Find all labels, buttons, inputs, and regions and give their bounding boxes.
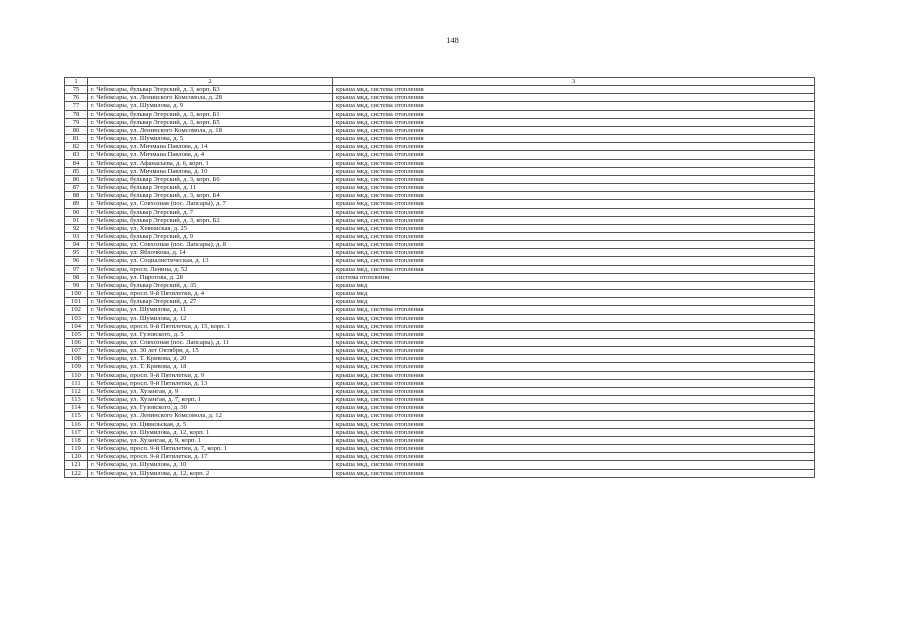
table-row [65,208,815,216]
table-row [65,232,815,240]
table-row [65,396,815,404]
row-works: крыша мкд, система отопления [333,151,815,159]
row-address: г. Чебоксары, ул. Мичмана Павлова, д. 4 [88,151,333,159]
row-works: крыша мкд, система отопления [333,232,815,240]
row-works: крыша мкд, система отопления [333,306,815,314]
table-row [65,200,815,208]
row-works: крыша мкд, система отопления [333,143,815,151]
row-number: 112 [65,387,88,395]
row-number: 76 [65,94,88,102]
row-address: г. Чебоксары, ул. Т. Кривова, д. 18 [88,363,333,371]
row-address: г. Чебоксары, ул. Хузангая, д. 7, корп. 1 [88,396,333,404]
row-works: крыша мкд [333,290,815,298]
row-address: г. Чебоксары, ул. Гузовского, д. 30 [88,404,333,412]
table-row [65,216,815,224]
table-row [65,339,815,347]
row-works: крыша мкд, система отопления [333,445,815,453]
table-row [65,363,815,371]
table-row [65,102,815,110]
table-row [65,118,815,126]
row-address: г. Чебоксары, просп. 9-й Пятилетки, д. 7, корп. 1 [88,445,333,453]
row-works: крыша мкд, система отопления [333,135,815,143]
row-address: г. Чебоксары, ул. Шумилова, д. 11 [88,306,333,314]
column-header-number: 1 [65,78,88,86]
page-number: 148 [446,35,459,45]
row-address: г. Чебоксары, просп. Ленина, д. 52 [88,265,333,273]
row-address: г. Чебоксары, бульвар Эгерский, д. 3, корп. Б1 [88,110,333,118]
row-address: г. Чебоксары, просп. 9-й Пятилетки, д. 13 [88,379,333,387]
row-address: г. Чебоксары, бульвар Эгерский, д. 3, корп. Б4 [88,192,333,200]
table-row [65,126,815,134]
row-address: г. Чебоксары, ул. Ленинского Комсомола, д. 18 [88,126,333,134]
table-header-row [65,78,815,86]
table-row [65,347,815,355]
row-works: крыша мкд [333,281,815,289]
row-address: г. Чебоксары, ул. Шумилова, д. 10 [88,461,333,469]
column-header-address: 2 [88,78,333,86]
row-address: г. Чебоксары, ул. Яблочкова, д. 14 [88,249,333,257]
row-number: 99 [65,281,88,289]
table-row [65,420,815,428]
table-row [65,143,815,151]
row-address: г. Чебоксары, ул. 30 лет Октября, д. 15 [88,347,333,355]
row-number: 75 [65,86,88,94]
table-row [65,461,815,469]
row-address: г. Чебоксары, ул. Хевешская, д. 25 [88,224,333,232]
row-address: г. Чебоксары, бульвар Эгерский, д. 7 [88,208,333,216]
table-row [65,151,815,159]
row-address: г. Чебоксары, бульвар Эгерский, д. 35 [88,281,333,289]
row-works: крыша мкд, система отопления [333,265,815,273]
table-row [65,428,815,436]
table-row [65,86,815,94]
row-address: г. Чебоксары, бульвар Эгерский, д. 3, корп. Б5 [88,118,333,126]
row-number: 94 [65,241,88,249]
table-row [65,281,815,289]
row-works: крыша мкд, система отопления [333,200,815,208]
row-address: г. Чебоксары, ул. Мичмана Павлова, д. 10 [88,167,333,175]
row-works: крыша мкд, система отопления [333,208,815,216]
table-row [65,94,815,102]
row-works: крыша мкд, система отопления [333,355,815,363]
table-row [65,322,815,330]
row-number: 101 [65,298,88,306]
table-row [65,404,815,412]
row-address: г. Чебоксары, ул. Афанасьева, д. 6, корп. 1 [88,159,333,167]
row-works: крыша мкд, система отопления [333,379,815,387]
row-address: г. Чебоксары, ул. Шумилова, д. 12, корп. 1 [88,428,333,436]
table-row [65,249,815,257]
table-row [65,355,815,363]
table-row [65,175,815,183]
row-works: крыша мкд, система отопления [333,461,815,469]
table-row [65,241,815,249]
row-address: г. Чебоксары, ул. Шумилова, д. 12 [88,314,333,322]
table-row [65,224,815,232]
row-address: г. Чебоксары, ул. Пирогова, д. 28 [88,273,333,281]
row-address: г. Чебоксары, ул. Хузангая, д. 9, корп. 1 [88,436,333,444]
row-works: крыша мкд [333,298,815,306]
row-address: г. Чебоксары, ул. Совхозная (пос. Лапсары), д. 11 [88,339,333,347]
table-row [65,445,815,453]
row-number: 103 [65,314,88,322]
row-works: крыша мкд, система отопления [333,110,815,118]
row-number: 114 [65,404,88,412]
row-address: г. Чебоксары, просп. 9-й Пятилетки, д. 17 [88,453,333,461]
row-works: крыша мкд, система отопления [333,347,815,355]
row-number: 122 [65,469,88,477]
row-address: г. Чебоксары, ул. Совхозная (пос. Лапсары), д. 7 [88,200,333,208]
table-row [65,110,815,118]
row-number: 96 [65,257,88,265]
row-number: 111 [65,379,88,387]
row-number: 119 [65,445,88,453]
row-number: 86 [65,175,88,183]
row-works: крыша мкд, система отопления [333,159,815,167]
row-address: г. Чебоксары, ул. Цивильская, д. 5 [88,420,333,428]
row-address: г. Чебоксары, просп. 9-й Пятилетки, д. 4 [88,290,333,298]
row-number: 115 [65,412,88,420]
row-number: 104 [65,322,88,330]
row-address: г. Чебоксары, бульвар Эгерский, д. 3, корп. Б6 [88,175,333,183]
table-row [65,290,815,298]
row-address: г. Чебоксары, бульвар Эгерский, д. 3, корп. Б2 [88,216,333,224]
row-works: крыша мкд, система отопления [333,404,815,412]
row-number: 121 [65,461,88,469]
row-number: 91 [65,216,88,224]
row-number: 87 [65,184,88,192]
row-address: г. Чебоксары, бульвар Эгерский, д. 27 [88,298,333,306]
table-row [65,314,815,322]
table-row [65,135,815,143]
row-works: крыша мкд, система отопления [333,257,815,265]
row-address: г. Чебоксары, ул. Шумилова, д. 5 [88,135,333,143]
row-number: 77 [65,102,88,110]
row-address: г. Чебоксары, ул. Мичмана Павлова, д. 14 [88,143,333,151]
row-number: 100 [65,290,88,298]
row-number: 89 [65,200,88,208]
row-works: крыша мкд, система отопления [333,86,815,94]
row-number: 98 [65,273,88,281]
row-number: 97 [65,265,88,273]
row-works: крыша мкд, система отопления [333,192,815,200]
row-number: 105 [65,330,88,338]
row-number: 79 [65,118,88,126]
table-row [65,379,815,387]
table-row [65,257,815,265]
table-row [65,412,815,420]
row-works: крыша мкд, система отопления [333,126,815,134]
row-address: г. Чебоксары, ул. Шумилова, д. 12, корп. 2 [88,469,333,477]
row-works: крыша мкд, система отопления [333,241,815,249]
table-row [65,167,815,175]
table-row [65,453,815,461]
table-row [65,469,815,477]
row-works: крыша мкд, система отопления [333,102,815,110]
row-works: крыша мкд, система отопления [333,118,815,126]
row-number: 118 [65,436,88,444]
row-address: г. Чебоксары, просп. 9-й Пятилетки, д. 15, корп. 1 [88,322,333,330]
row-works: крыша мкд, система отопления [333,167,815,175]
row-works: крыша мкд, система отопления [333,184,815,192]
row-works: крыша мкд, система отопления [333,387,815,395]
row-address: г. Чебоксары, ул. Т. Кривова, д. 20 [88,355,333,363]
row-works: крыша мкд, система отопления [333,363,815,371]
row-number: 116 [65,420,88,428]
row-works: крыша мкд, система отопления [333,224,815,232]
column-header-works: 3 [333,78,815,86]
row-number: 108 [65,355,88,363]
row-works: крыша мкд, система отопления [333,249,815,257]
row-number: 109 [65,363,88,371]
row-works: крыша мкд, система отопления [333,371,815,379]
row-number: 113 [65,396,88,404]
row-number: 110 [65,371,88,379]
table-row [65,306,815,314]
row-works: крыша мкд, система отопления [333,216,815,224]
row-works: крыша мкд, система отопления [333,396,815,404]
row-works: крыша мкд, система отопления [333,330,815,338]
row-works: крыша мкд, система отопления [333,94,815,102]
registry-table [64,77,815,478]
table-row [65,159,815,167]
row-address: г. Чебоксары, просп. 9-й Пятилетки, д. 9 [88,371,333,379]
row-works: крыша мкд, система отопления [333,428,815,436]
row-number: 80 [65,126,88,134]
row-address: г. Чебоксары, ул. Совхозная (пос. Лапсары), д. 8 [88,241,333,249]
row-number: 85 [65,167,88,175]
table-row [65,298,815,306]
row-address: г. Чебоксары, бульвар Эгерский, д. 3, корп. Б3 [88,86,333,94]
table-row [65,265,815,273]
row-works: крыша мкд, система отопления [333,436,815,444]
row-number: 117 [65,428,88,436]
row-number: 83 [65,151,88,159]
row-address: г. Чебоксары, ул. Хузангая, д. 9 [88,387,333,395]
row-number: 93 [65,232,88,240]
row-number: 90 [65,208,88,216]
row-works: крыша мкд, система отопления [333,453,815,461]
table-row [65,273,815,281]
row-works: крыша мкд, система отопления [333,412,815,420]
row-number: 95 [65,249,88,257]
table-row [65,192,815,200]
row-number: 120 [65,453,88,461]
row-works: крыша мкд, система отопления [333,339,815,347]
row-number: 84 [65,159,88,167]
row-number: 82 [65,143,88,151]
row-works: крыша мкд, система отопления [333,322,815,330]
row-number: 107 [65,347,88,355]
row-address: г. Чебоксары, ул. Шумилова, д. 9 [88,102,333,110]
row-works: крыша мкд, система отопления [333,420,815,428]
row-address: г. Чебоксары, ул. Ленинского Комсомола, д. 12 [88,412,333,420]
table-row [65,371,815,379]
table-row [65,184,815,192]
row-number: 88 [65,192,88,200]
row-number: 106 [65,339,88,347]
row-works: крыша мкд, система отопления [333,175,815,183]
row-works: крыша мкд, система отопления [333,314,815,322]
row-address: г. Чебоксары, ул. Гузовского, д. 5 [88,330,333,338]
row-address: г. Чебоксары, бульвар Эгерский, д. 11 [88,184,333,192]
row-works: система отопления [333,273,815,281]
row-number: 78 [65,110,88,118]
row-number: 92 [65,224,88,232]
row-number: 102 [65,306,88,314]
table-row [65,436,815,444]
row-address: г. Чебоксары, ул. Ленинского Комсомола, д. 28 [88,94,333,102]
row-address: г. Чебоксары, ул. Социалистическая, д. 13 [88,257,333,265]
row-number: 81 [65,135,88,143]
row-works: крыша мкд, система отопления [333,469,815,477]
row-address: г. Чебоксары, бульвар Эгерский, д. 9 [88,232,333,240]
table-row [65,387,815,395]
table-row [65,330,815,338]
